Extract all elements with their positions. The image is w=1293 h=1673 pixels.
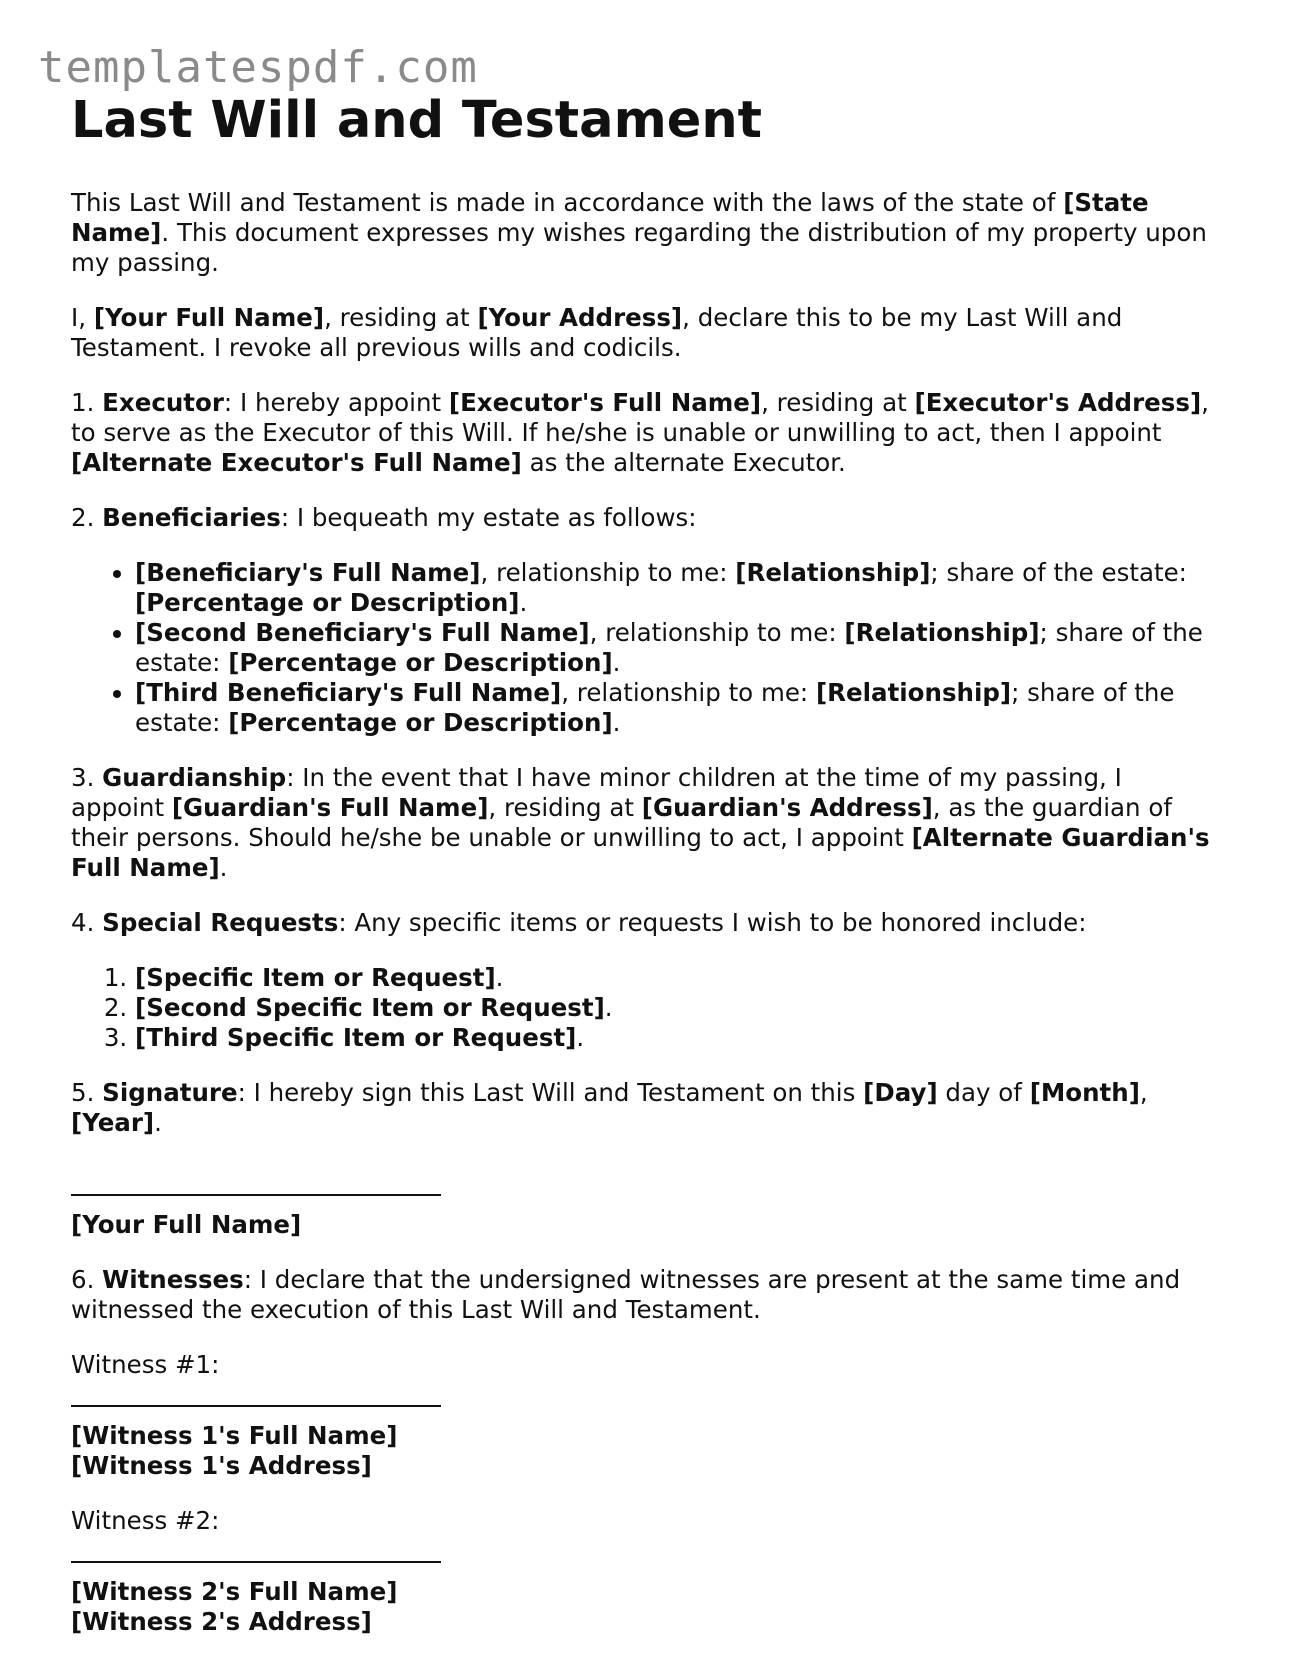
document-title: Last Will and Testament — [71, 91, 763, 150]
intro-paragraph: This Last Will and Testament is made in accordance with the laws of the state of [State Name]. This document expresses my wishes regarding the distribution of my property upon my passing. — [71, 188, 1207, 277]
alternate-executor-placeholder: [Alternate Executor's Full Name] — [71, 448, 522, 477]
witnesses-heading: Witnesses — [102, 1265, 244, 1294]
beneficiaries-section: 2. Beneficiaries: I bequeath my estate as follows: — [71, 503, 697, 532]
guardian-address-placeholder: [Guardian's Address] — [641, 793, 933, 822]
beneficiaries-heading: Beneficiaries — [102, 503, 281, 532]
year-placeholder: [Year] — [71, 1108, 155, 1137]
witness-2-label: Witness #2: — [71, 1506, 220, 1535]
executor-section: 1. Executor: I hereby appoint [Executor's Full Name], residing at [Executor's Address], to serve as the Executor of this Will. If he/she is unable or unwilling to act, then I appoint [Alternate Executor's Full Name] as the alternate Executor. — [71, 388, 1209, 477]
list-item: • [Third Beneficiary's Full Name], relationship to me: [Relationship]; share of the estate: [Percentage or Description]. — [135, 678, 1221, 738]
executor-address-placeholder: [Executor's Address] — [914, 388, 1202, 417]
special-requests-list — [71, 963, 1221, 1053]
executor-heading: Executor — [102, 388, 224, 417]
guardianship-heading: Guardianship — [102, 763, 287, 792]
witness-1-signature-line[interactable] — [71, 1405, 441, 1407]
signature-section: 5. Signature: I hereby sign this Last Will and Testament on this [Day] day of [Month], [Year]. — [71, 1078, 1148, 1137]
list-item: • [Beneficiary's Full Name], relationship to me: [Relationship]; share of the estate: [Percentage or Description]. — [135, 558, 1221, 618]
witness-1-address-placeholder: [Witness 1's Address] — [71, 1451, 372, 1480]
testator-signature-line[interactable] — [71, 1194, 441, 1196]
day-placeholder: [Day] — [863, 1078, 938, 1107]
beneficiaries-list — [71, 558, 1221, 738]
special-requests-section: 4. Special Requests: Any specific items or requests I wish to be honored include: — [71, 908, 1087, 937]
testator-signature-block — [71, 1210, 1221, 1240]
special-requests-heading: Special Requests — [102, 908, 339, 937]
month-placeholder: [Month] — [1029, 1078, 1140, 1107]
executor-name-placeholder: [Executor's Full Name] — [448, 388, 762, 417]
list-item: 3. [Third Specific Item or Request]. — [135, 1023, 1221, 1053]
list-item: • [Second Beneficiary's Full Name], relationship to me: [Relationship]; share of the estate: [Percentage or Description]. — [135, 618, 1221, 678]
signer-name-placeholder: [Your Full Name] — [71, 1210, 302, 1239]
witness-1-label: Witness #1: — [71, 1350, 220, 1379]
testator-name-placeholder: [Your Full Name] — [93, 303, 325, 332]
list-item: 2. [Second Specific Item or Request]. — [135, 993, 1221, 1023]
witness-2-name-placeholder: [Witness 2's Full Name] — [71, 1577, 398, 1606]
declaration-paragraph: I, [Your Full Name], residing at [Your Address], declare this to be my Last Will and Testament. I revoke all previous wills and codicils. — [71, 303, 1123, 362]
witness-2-signature-line[interactable] — [71, 1561, 441, 1563]
testator-address-placeholder: [Your Address] — [477, 303, 683, 332]
witness-1-block — [71, 1421, 1221, 1481]
watermark-logo: templatespdf.com — [38, 42, 478, 93]
alternate-guardian-placeholder: [Alternate Guardian's Full Name] — [71, 823, 1210, 882]
list-item: 1. [Specific Item or Request]. — [135, 963, 1221, 993]
witness-2-address-placeholder: [Witness 2's Address] — [71, 1607, 372, 1636]
guardian-name-placeholder: [Guardian's Full Name] — [171, 793, 489, 822]
signature-heading: Signature — [102, 1078, 238, 1107]
document-body — [71, 90, 1221, 1662]
witness-1-name-placeholder: [Witness 1's Full Name] — [71, 1421, 398, 1450]
state-placeholder: [State Name] — [71, 188, 1149, 247]
guardianship-section: 3. Guardianship: In the event that I have minor children at the time of my passing, I appoint [Guardian's Full Name], residing at [Guardian's Address], as the guardian of their persons. Should he/she be unable or unwilling to act, I appoint [Alternate Guardian's Full Name]. — [71, 763, 1210, 882]
witness-2-block — [71, 1577, 1221, 1637]
witnesses-section: 6. Witnesses: I declare that the undersigned witnesses are present at the same time and witnessed the execution of this Last Will and Testament. — [71, 1265, 1181, 1324]
